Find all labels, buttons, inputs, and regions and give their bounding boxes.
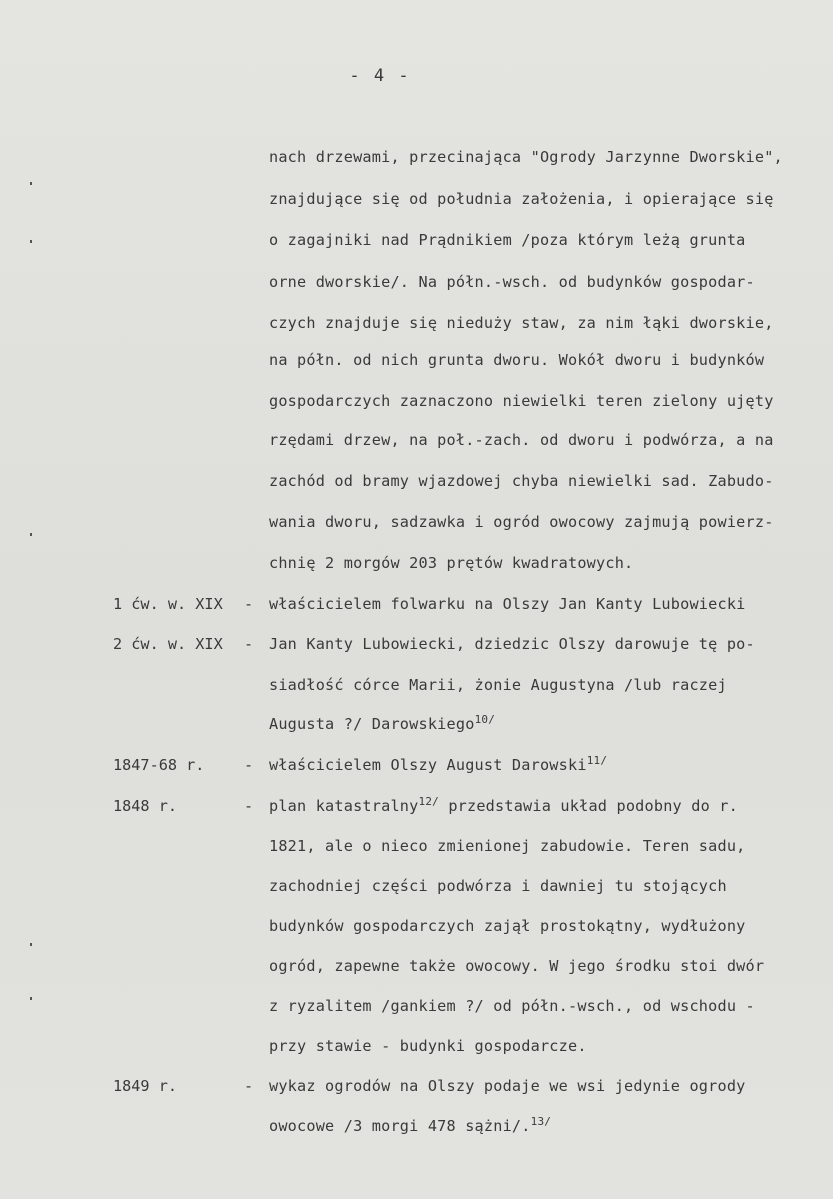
entry-dash: -	[244, 1077, 254, 1095]
entry-dash: -	[244, 635, 254, 653]
text-segment: przedstawia układ podobny do r.	[448, 797, 738, 815]
entry-dash: -	[244, 756, 254, 774]
text-line: wania dworu, sadzawka i ogród owocowy zajmują powierz-	[269, 513, 774, 531]
entry-date: 1848 r.	[113, 797, 178, 815]
text-line: o zagajniki nad Prądnikiem /poza którym leżą grunta	[269, 231, 746, 249]
text-line: wykaz ogrodów na Olszy podaje we wsi jedynie ogrody	[269, 1077, 746, 1095]
text-line	[269, 714, 495, 734]
text-segment: właścicielem Olszy August Darowski	[269, 756, 587, 774]
text-line: orne dworskie/. Na półn.-wsch. od budynków gospodar-	[269, 273, 755, 291]
text-line: na półn. od nich grunta dworu. Wokół dworu i budynków	[269, 351, 765, 369]
text-line: budynków gospodarczych zajął prostokątny, wydłużony	[269, 917, 746, 935]
text-segment: owocowe /3 morgi 478 sążni/.	[269, 1117, 531, 1135]
text-line: siadłość córce Marii, żonie Augustyna /lub raczej	[269, 676, 727, 694]
text-line: znajdujące się od południa założenia, i opierające się	[269, 190, 774, 208]
text-segment: plan katastralny	[269, 797, 419, 815]
page-number: - 4 -	[349, 66, 411, 86]
text-line: czych znajduje się nieduży staw, za nim łąki dworskie,	[269, 314, 774, 332]
text-line: rzędami drzew, na poł.-zach. od dworu i podwórza, a na	[269, 431, 774, 449]
text-line: zachód od bramy wjazdowej chyba niewielki sad. Zabudo-	[269, 472, 774, 490]
text-line: chnię 2 morgów 203 prętów kwadratowych.	[269, 554, 634, 572]
entry-date: 1849 r.	[113, 1077, 178, 1095]
footnote-ref: 10/	[474, 713, 496, 726]
text-line: właścicielem folwarku na Olszy Jan Kanty Lubowiecki	[269, 595, 746, 613]
text-line: gospodarczych zaznaczono niewielki teren zielony ujęty	[269, 392, 774, 410]
entry-date: 1 ćw. w. XIX	[113, 595, 223, 613]
scan-mark	[30, 533, 32, 536]
text-line: nach drzewami, przecinająca "Ogrody Jarzynne Dworskie",	[269, 148, 783, 166]
text-line: zachodniej części podwórza i dawniej tu stojących	[269, 877, 727, 895]
text-line: z ryzalitem /gankiem ?/ od półn.-wsch., od wschodu -	[269, 997, 755, 1015]
text-line: przy stawie - budynki gospodarcze.	[269, 1037, 587, 1055]
scan-mark	[30, 997, 32, 1000]
entry-date: 2 ćw. w. XIX	[113, 635, 223, 653]
text-line	[269, 755, 607, 775]
scan-mark	[30, 182, 32, 185]
text-segment: Augusta ?/ Darowskiego	[269, 715, 475, 733]
entry-dash: -	[244, 595, 254, 613]
text-line	[269, 796, 738, 816]
scan-mark	[30, 240, 32, 243]
entry-date: 1847-68 r.	[113, 756, 205, 774]
footnote-ref: 13/	[530, 1115, 552, 1128]
text-line	[269, 1116, 551, 1136]
entry-dash: -	[244, 797, 254, 815]
footnote-ref: 12/	[418, 795, 439, 808]
text-line: ogród, zapewne także owocowy. W jego środku stoi dwór	[269, 957, 765, 975]
text-line: Jan Kanty Lubowiecki, dziedzic Olszy darowuje tę po-	[269, 635, 755, 653]
scan-mark	[30, 943, 32, 946]
footnote-ref: 11/	[586, 754, 608, 767]
text-line: 1821, ale o nieco zmienionej zabudowie. Teren sadu,	[269, 837, 746, 855]
